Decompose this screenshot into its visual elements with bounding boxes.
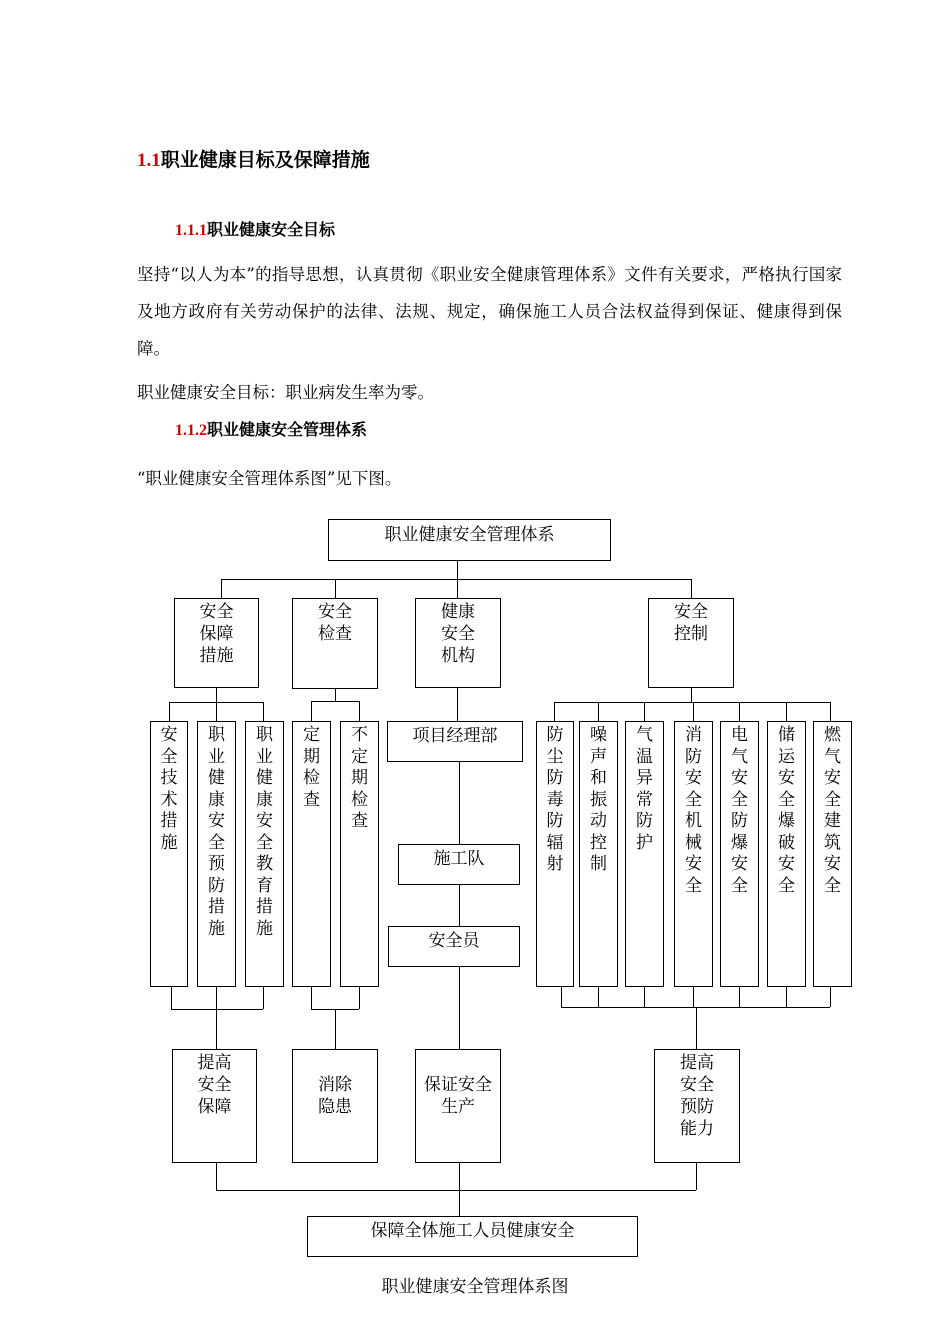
org-box-project-dept: 项目经理部 xyxy=(387,721,523,762)
org-box-team: 施工队 xyxy=(398,844,520,885)
control-box xyxy=(625,721,664,987)
connector xyxy=(693,702,694,721)
subsection-title: 职业健康安全目标 xyxy=(207,220,336,239)
connector xyxy=(644,702,645,721)
subsection-number: 1.1.2 xyxy=(175,422,207,439)
connector xyxy=(459,967,460,1049)
connector xyxy=(359,987,360,1009)
final-box: 保障全体施工人员健康安全 xyxy=(307,1216,638,1257)
measure-label: 职业健康安全预防措施 xyxy=(208,725,225,939)
connector xyxy=(311,987,312,1009)
connector xyxy=(459,885,460,926)
level1-box-inspection: 安全检查 xyxy=(292,598,378,689)
connector xyxy=(644,987,645,1007)
connector xyxy=(739,702,740,721)
outcome-box: 保证安全生产 xyxy=(415,1049,501,1163)
control-box xyxy=(674,721,713,987)
outcome-box: 消除隐患 xyxy=(292,1049,378,1163)
measure-box xyxy=(197,721,236,987)
control-box xyxy=(767,721,806,987)
diagram-reference: “职业健康安全管理体系图”见下图。 xyxy=(137,469,402,488)
connector xyxy=(216,1190,696,1191)
measure-label: 安全技术措施 xyxy=(160,725,178,853)
section-title: 职业健康目标及保障措施 xyxy=(160,149,370,171)
connector xyxy=(561,987,562,1007)
inspection-box xyxy=(292,721,331,987)
level1-box-safety-control: 安全控制 xyxy=(648,598,734,688)
control-label: 噪声和振动控制 xyxy=(590,725,607,874)
control-box xyxy=(536,721,574,987)
goal-statement: 职业健康安全目标：职业病发生率为零。 xyxy=(137,383,434,402)
connector xyxy=(598,987,599,1007)
control-label: 燃气安全建筑安全 xyxy=(824,725,841,896)
control-label: 消防安全机械安全 xyxy=(685,725,702,896)
connector xyxy=(171,1009,263,1010)
outcome-box: 提高安全预防能力 xyxy=(654,1049,740,1163)
connector xyxy=(696,1163,697,1190)
connector xyxy=(335,1009,336,1049)
connector xyxy=(216,1163,217,1190)
connector xyxy=(216,987,217,1009)
section-heading xyxy=(137,145,370,172)
connector xyxy=(221,579,691,580)
control-box xyxy=(579,721,618,987)
inspection-box xyxy=(340,721,379,987)
inspection-label: 定期检查 xyxy=(303,725,320,810)
connector xyxy=(786,987,787,1007)
control-label: 储运安全爆破安全 xyxy=(778,725,795,896)
subsection-title: 职业健康安全管理体系 xyxy=(207,420,368,439)
connector xyxy=(169,702,170,721)
subsection-number: 1.1.1 xyxy=(175,222,207,239)
control-label: 气温异常防护 xyxy=(636,725,653,853)
connector xyxy=(739,987,740,1007)
section-number: 1.1 xyxy=(137,150,161,171)
connector xyxy=(786,702,787,721)
connector xyxy=(311,701,312,721)
connector xyxy=(459,1163,460,1216)
connector xyxy=(335,579,336,598)
connector xyxy=(696,1007,697,1049)
connector xyxy=(457,561,458,579)
connector xyxy=(263,702,264,721)
measure-box xyxy=(245,721,284,987)
diagram-caption: 职业健康安全管理体系图 xyxy=(381,1277,569,1297)
org-box-safety-officer: 安全员 xyxy=(388,926,520,967)
goal-paragraph: 坚持“以人为本”的指导思想，认真贯彻《职业安全健康管理体系》文件有关要求，严格执行国家及地方政府有关劳动保护的法律、法规、规定，确保施工人员合法权益得到保证、健康得到保障。 xyxy=(137,265,842,358)
connector xyxy=(691,688,692,702)
connector xyxy=(171,987,172,1009)
control-box xyxy=(720,721,759,987)
connector xyxy=(311,701,359,702)
connector xyxy=(335,689,336,701)
level1-box-organization: 健康安全机构 xyxy=(415,598,501,688)
connector xyxy=(554,702,830,703)
connector xyxy=(216,1009,217,1049)
connector xyxy=(263,987,264,1009)
connector xyxy=(554,702,555,721)
control-label: 电气安全防爆安全 xyxy=(731,725,748,896)
connector xyxy=(459,762,460,844)
connector xyxy=(693,987,694,1007)
control-label: 防尘防毒防辐射 xyxy=(546,725,564,874)
connector xyxy=(691,579,692,598)
connector xyxy=(359,701,360,721)
connector xyxy=(830,702,831,721)
subsection-heading-system xyxy=(175,417,367,440)
level1-box-safety-measures: 安全保障措施 xyxy=(174,598,259,688)
measure-label: 职业健康安全教育措施 xyxy=(256,725,273,939)
connector xyxy=(830,987,831,1007)
subsection-heading-goal xyxy=(175,217,335,240)
inspection-label: 不定期检查 xyxy=(351,725,368,831)
connector xyxy=(221,579,222,598)
connector xyxy=(457,688,458,721)
control-box xyxy=(813,721,852,987)
root-box: 职业健康安全管理体系 xyxy=(328,519,611,561)
outcome-box: 提高安全保障 xyxy=(172,1049,257,1163)
connector xyxy=(457,579,458,598)
measure-box xyxy=(150,721,188,987)
connector xyxy=(216,688,217,702)
connector xyxy=(598,702,599,721)
connector xyxy=(216,702,217,721)
